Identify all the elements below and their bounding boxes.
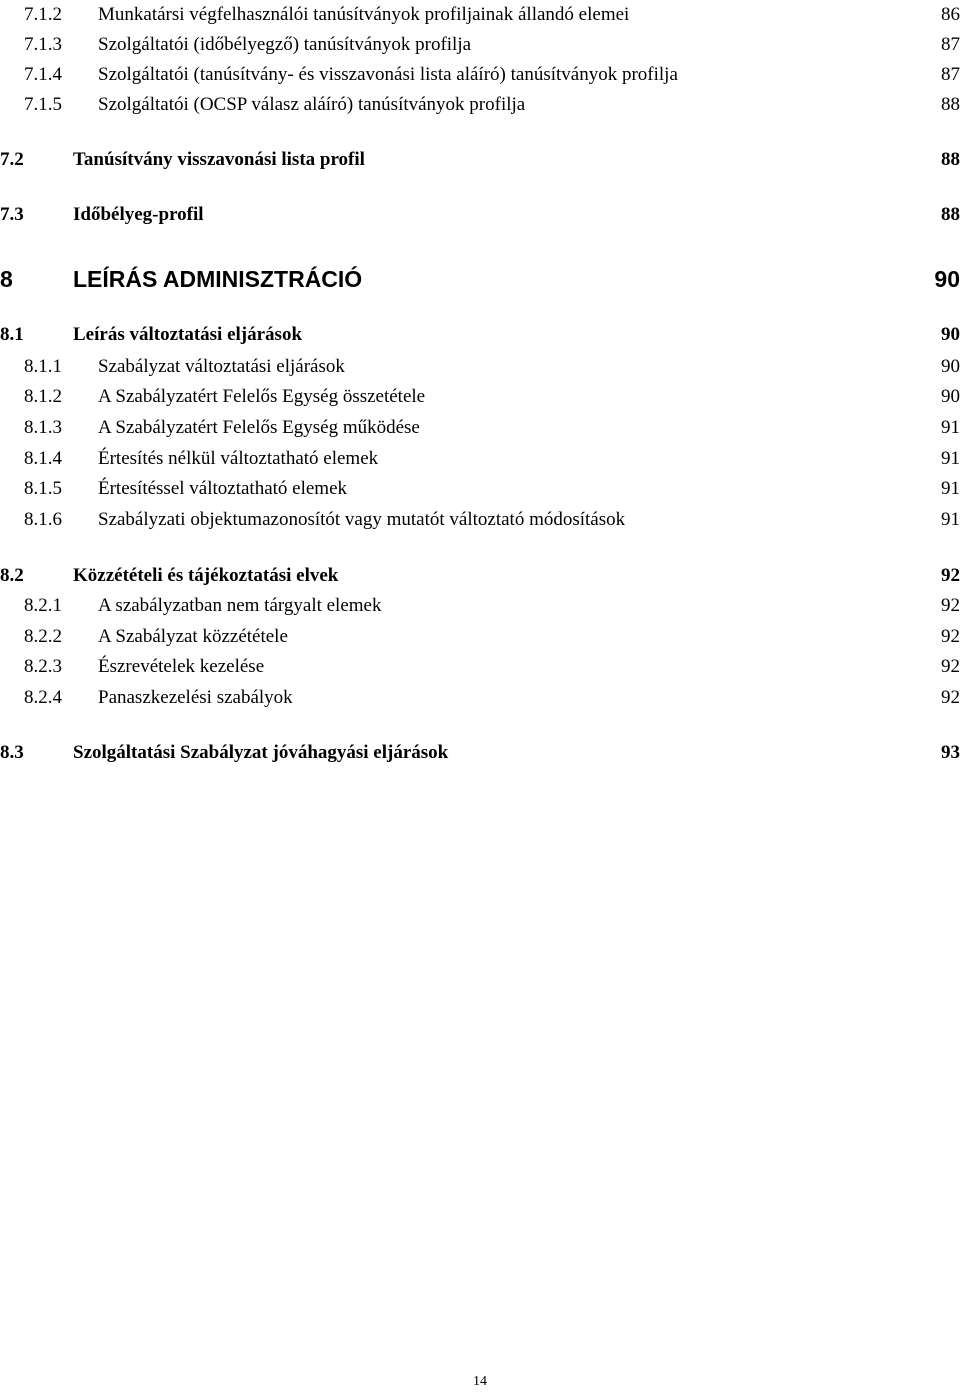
toc-entry-title: Szabályzat változtatási eljárások: [98, 356, 345, 377]
toc-entry-number: 7.3: [0, 204, 24, 225]
toc-entry-title: A szabályzatban nem tárgyalt elemek: [98, 595, 382, 616]
toc-entry-number: 8.1.1: [24, 356, 62, 377]
toc-entry[interactable]: [0, 352, 960, 382]
toc-entry[interactable]: [0, 505, 960, 535]
toc-entry-title: Észrevételek kezelése: [98, 656, 265, 677]
toc-entry-page: 90: [941, 386, 960, 407]
toc-entry-section[interactable]: [0, 145, 960, 175]
toc-entry[interactable]: [0, 0, 960, 30]
toc-entry-title: Szolgáltatói (időbélyegző) tanúsítványok profilja: [98, 34, 472, 55]
toc-entry-section[interactable]: [0, 200, 960, 230]
toc-entry[interactable]: [0, 652, 960, 682]
toc-entry[interactable]: [0, 444, 960, 474]
toc-entry-number: 8.2.2: [24, 626, 62, 647]
toc-entry-page: 90: [941, 324, 960, 345]
toc-entry-page: 91: [941, 417, 960, 438]
toc-entry[interactable]: [0, 622, 960, 652]
toc-entry-number: 8.1.2: [24, 386, 62, 407]
toc-entry-number: 7.1.3: [24, 34, 62, 55]
toc-entry-title: Értesítés nélkül változtatható elemek: [98, 448, 379, 469]
toc-entry-section[interactable]: [0, 561, 960, 591]
toc-entry-page: 90: [941, 356, 960, 377]
toc-entry-title: A Szabályzatért Felelős Egység működése: [98, 417, 420, 438]
toc-entry-page: 93: [941, 742, 960, 763]
toc-entry-number: 8.2.4: [24, 687, 62, 708]
toc-entry-title: Szolgáltatói (OCSP válasz aláíró) tanúsítványok profilja: [98, 94, 526, 115]
toc-entry-number: 8.1.4: [24, 448, 62, 469]
toc-entry-title: Munkatársi végfelhasználói tanúsítványok profiljainak állandó elemei: [98, 4, 630, 25]
toc-entry-page: 91: [941, 478, 960, 499]
toc-entry-number: 8.3: [0, 742, 24, 763]
toc-entry[interactable]: [0, 382, 960, 412]
toc-entry[interactable]: [0, 683, 960, 713]
toc-entry-number: 7.1.4: [24, 64, 62, 85]
toc-entry-page: 92: [941, 565, 960, 586]
page-number: 14: [473, 1374, 487, 1389]
toc-entry-page: 88: [941, 149, 960, 170]
toc-entry-title: Panaszkezelési szabályok: [98, 687, 293, 708]
toc-entry-page: 87: [941, 64, 960, 85]
toc-entry-number: 7.1.2: [24, 4, 62, 25]
toc-entry-section[interactable]: [0, 738, 960, 768]
toc-entry-page: 92: [941, 595, 960, 616]
toc-entry-number: 7.1.5: [24, 94, 62, 115]
toc-entry-title: Értesítéssel változtatható elemek: [98, 478, 348, 499]
toc-entry-page: 91: [941, 509, 960, 530]
toc-entry-number: 8.1.3: [24, 417, 62, 438]
toc-entry-page: 88: [941, 94, 960, 115]
toc-entry[interactable]: [0, 30, 960, 60]
toc-entry-page: 88: [941, 204, 960, 225]
toc-entry-page: 86: [941, 4, 960, 25]
toc-entry-title: Szabályzati objektumazonosítót vagy mutatót változtató módosítások: [98, 509, 626, 530]
toc-entry-title: Szolgáltatói (tanúsítvány- és visszavonási lista aláíró) tanúsítványok profilja: [98, 64, 678, 85]
toc-entry-number: 8.2: [0, 565, 24, 586]
toc-entry[interactable]: [0, 413, 960, 443]
toc-entry-number: 8.1: [0, 324, 24, 345]
toc-entry-number: 8.2.1: [24, 595, 62, 616]
toc-entry-page: 92: [941, 626, 960, 647]
toc-entry-number: 8: [0, 266, 13, 292]
toc-entry-title: Szolgáltatási Szabályzat jóváhagyási eljárások: [73, 742, 449, 763]
toc-entry[interactable]: [0, 474, 960, 504]
toc-entry-title: Leírás változtatási eljárások: [73, 324, 303, 345]
toc-entry-title: Tanúsítvány visszavonási lista profil: [73, 149, 365, 170]
toc-entry-number: 8.1.6: [24, 509, 62, 530]
toc-entry-page: 87: [941, 34, 960, 55]
toc-entry-title: A Szabályzat közzététele: [98, 626, 288, 647]
toc-entry[interactable]: [0, 60, 960, 90]
toc-entry-page: 92: [941, 687, 960, 708]
toc-entry-page: 90: [934, 266, 960, 292]
toc-entry[interactable]: [0, 90, 960, 120]
toc-entry-title: Közzétételi és tájékoztatási elvek: [73, 565, 339, 586]
toc-entry-page: 91: [941, 448, 960, 469]
toc-entry[interactable]: [0, 591, 960, 621]
toc-entry-title: LEÍRÁS ADMINISZTRÁCIÓ: [73, 266, 363, 292]
toc-entry-section[interactable]: [0, 320, 960, 350]
toc-entry-number: 8.1.5: [24, 478, 62, 499]
toc-entry-number: 7.2: [0, 149, 24, 170]
toc-entry-number: 8.2.3: [24, 656, 62, 677]
toc-entry-chapter[interactable]: [0, 264, 960, 294]
toc-entry-title: Időbélyeg-profil: [73, 204, 204, 225]
toc-entry-title: A Szabályzatért Felelős Egység összetétele: [98, 386, 426, 407]
toc-entry-page: 92: [941, 656, 960, 677]
